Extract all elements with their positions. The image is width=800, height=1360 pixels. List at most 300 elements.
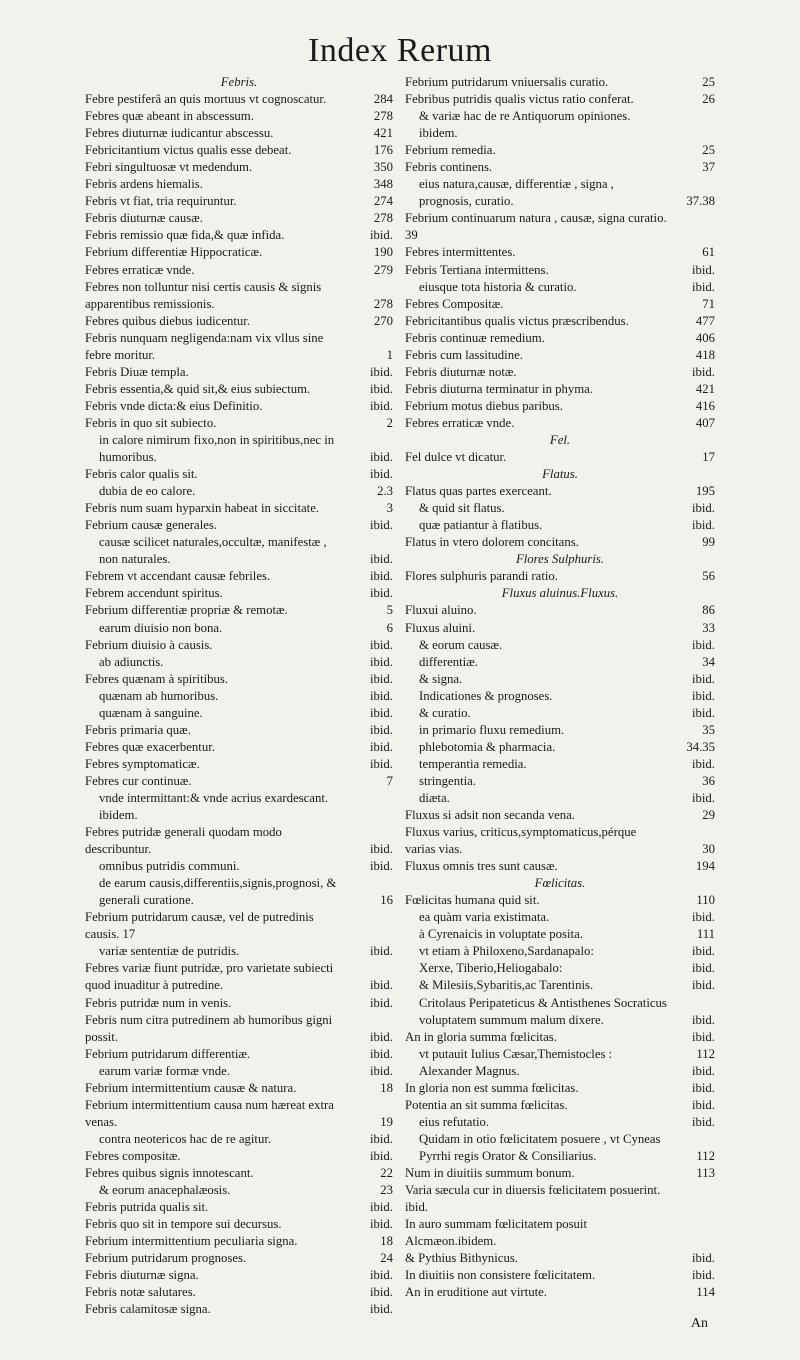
index-entry	[85, 1148, 393, 1165]
entry-text: Febrium differentiæ propriæ & remotæ.	[85, 603, 288, 618]
entry-text: à Cyrenaicis in voluptate posita.	[419, 927, 583, 942]
entry-text: Febris num citra putredinem ab humoribus gigni possit.	[85, 1012, 333, 1044]
entry-text: Febris vnde dicta:& eius Definitio.	[85, 398, 263, 413]
index-entry	[405, 620, 715, 637]
entry-text: Febricitantibus qualis victus præscribendus.	[405, 313, 629, 328]
entry-text: eius natura,causæ, differentiæ , signa , prognosis, curatio.	[419, 177, 614, 209]
page-reference: ibid.	[369, 688, 393, 703]
page-reference: ibid.	[691, 1097, 715, 1112]
index-entry	[405, 1046, 715, 1063]
entry-text: Febres quibus signis innotescant.	[85, 1166, 254, 1180]
entry-text: Febris diuturnæ causæ.	[85, 211, 203, 226]
index-heading: Febris.	[220, 75, 258, 89]
index-entry	[405, 176, 715, 210]
index-entry	[85, 534, 393, 568]
entry-text: Febres erraticæ vnde.	[405, 415, 515, 430]
entry-text: dubia de eo calore.	[99, 484, 196, 499]
entry-text: Febribus putridis qualis victus ratio conferat.	[405, 92, 634, 107]
index-entry	[85, 381, 393, 398]
page-reference: 71	[702, 296, 715, 311]
index-entry	[85, 262, 393, 279]
page-reference: ibid.	[691, 688, 715, 703]
page-reference: 270	[373, 313, 393, 328]
index-entry	[85, 159, 393, 176]
entry-text: Febre pestiferâ an quis mortuus vt cognoscatur.	[85, 92, 327, 107]
page-reference: 7	[386, 773, 393, 788]
index-entry	[405, 500, 715, 517]
entry-text: Febris putridæ num in venis.	[85, 995, 232, 1010]
entry-text: quæ patiantur à flatibus.	[419, 518, 543, 533]
entry-text: quænam ab humoribus.	[99, 688, 219, 703]
page-reference: ibid.	[369, 1148, 393, 1163]
index-entry	[85, 244, 393, 261]
page-reference: 176	[373, 143, 393, 158]
entry-text: temperantia remedia.	[419, 756, 527, 771]
entry-text: vt etiam à Philoxeno,Sardanapalo:	[419, 944, 594, 959]
entry-text: variæ sententiæ de putridis.	[99, 944, 240, 959]
index-entry	[85, 1097, 393, 1131]
index-entry	[405, 926, 715, 943]
index-entry	[405, 1182, 715, 1216]
entry-text: Febris continuæ remedium.	[405, 330, 545, 345]
index-entry	[405, 824, 715, 858]
index-entry	[85, 585, 393, 602]
index-entry	[405, 671, 715, 688]
index-heading: Flores Sulphuris.	[515, 552, 605, 567]
entry-text: Febris diuturnæ signa.	[85, 1268, 199, 1283]
index-entry	[405, 977, 715, 994]
index-entry	[85, 875, 393, 909]
entry-text: Febris Tertiana intermittens.	[405, 262, 549, 277]
entry-text: Febricitantium victus qualis esse debeat.	[85, 143, 292, 158]
page-reference: 416	[695, 398, 715, 413]
index-entry	[85, 91, 393, 108]
page-reference: ibid.	[369, 1268, 393, 1283]
page-reference: 190	[373, 245, 393, 260]
entry-text: In auro summam fœlicitatem posuit Alcmæon.ibidem.	[405, 1217, 588, 1249]
page-reference: 274	[373, 194, 393, 209]
page-reference: ibid.	[369, 1285, 393, 1300]
entry-text: An in eruditione aut virtute.	[405, 1285, 547, 1300]
page-reference: 348	[373, 177, 393, 192]
index-entry	[405, 1080, 715, 1097]
index-entry	[85, 756, 393, 773]
entry-text: Febres putridæ generali quodam modo describuntur.	[85, 825, 282, 857]
entry-text: phlebotomia & pharmacia.	[419, 739, 556, 754]
page-reference: 37.38	[686, 194, 715, 209]
page-reference: ibid.	[369, 842, 393, 857]
index-entry	[405, 1284, 715, 1301]
page-reference: ibid.	[369, 995, 393, 1010]
entry-text: Febres quæ abeant in abscessum.	[85, 109, 254, 124]
entry-text: omnibus putridis communi.	[99, 859, 240, 874]
entry-text: Febres compositæ.	[85, 1148, 181, 1163]
index-entry	[85, 824, 393, 858]
index-entry	[405, 91, 715, 108]
index-entry	[405, 739, 715, 756]
index-entry	[85, 773, 393, 790]
entry-text: & curatio.	[419, 705, 471, 720]
page-reference: ibid.	[691, 790, 715, 805]
index-entry	[85, 1046, 393, 1063]
index-entry	[405, 398, 715, 415]
entry-text: ab adiunctis.	[99, 654, 164, 669]
index-entry	[85, 688, 393, 705]
page-reference: 2	[386, 415, 393, 430]
entry-text: eius refutatio.	[419, 1114, 490, 1129]
page-reference: 194	[695, 859, 715, 874]
index-column-left	[85, 74, 393, 1318]
entry-text: Febrium continuarum natura , causæ, signa curatio. 39	[405, 211, 667, 243]
index-entry	[405, 415, 715, 432]
entry-text: & eorum anacephalæosis.	[99, 1183, 231, 1198]
index-entry	[85, 1012, 393, 1046]
index-entry	[405, 858, 715, 875]
entry-text: Xerxe, Tiberio,Heliogabalo:	[419, 961, 563, 976]
entry-text: Febris continens.	[405, 160, 493, 175]
entry-text: vnde intermittant:& vnde acrius exardescant. ibidem.	[99, 790, 329, 823]
entry-text: Febres quibus diebus iudicentur.	[85, 313, 251, 328]
entry-text: An in gloria summa fœlicitas.	[405, 1029, 557, 1044]
index-entry	[85, 1063, 393, 1080]
index-entry	[405, 1250, 715, 1267]
page-reference: 26	[702, 92, 715, 107]
index-entry	[405, 108, 715, 142]
entry-text: Febris essentia,& quid sit,& eius subiectum.	[85, 381, 311, 396]
entry-text: Febris vt fiat, tria requiruntur.	[85, 194, 237, 209]
entry-text: Febrium intermittentium causa num hæreat extra venas.	[85, 1097, 334, 1129]
index-entry	[85, 1250, 393, 1267]
page-reference: 5	[386, 603, 393, 618]
index-entry	[85, 210, 393, 227]
index-entry	[405, 756, 715, 773]
index-entry	[405, 483, 715, 500]
entry-text: Febrium causæ generales.	[85, 518, 218, 533]
entry-text: Num in diuitiis summum bonum.	[405, 1166, 575, 1180]
entry-text: Febrium remedia.	[405, 143, 496, 158]
page-reference: 114	[696, 1285, 715, 1300]
page-reference: 2.3	[377, 484, 393, 499]
entry-text: Febris remissio quæ fida,& quæ infida.	[85, 228, 285, 243]
entry-text: Febris nunquam negligenda:nam vix vllus sine febre moritur.	[85, 330, 324, 362]
index-entry	[405, 1097, 715, 1114]
index-entry	[405, 1063, 715, 1080]
page-reference: 33	[702, 620, 715, 635]
index-entry	[405, 909, 715, 926]
page-reference: 22	[380, 1166, 393, 1180]
index-heading: Flatus.	[542, 467, 578, 482]
index-entry	[85, 500, 393, 517]
page-reference: 350	[373, 160, 393, 175]
index-entry	[85, 142, 393, 159]
page-reference: 18	[380, 1080, 393, 1095]
index-entry	[405, 1029, 715, 1046]
index-entry	[85, 1267, 393, 1284]
index-entry	[405, 517, 715, 534]
index-entry	[85, 909, 393, 943]
page-reference: ibid.	[691, 364, 715, 379]
page-reference: 17	[702, 450, 715, 465]
index-entry	[405, 892, 715, 909]
entry-text: eiusque tota historia & curatio.	[419, 279, 577, 294]
page-reference: 1	[386, 347, 393, 362]
entry-text: In gloria non est summa fœlicitas.	[405, 1080, 579, 1095]
entry-text: Febris calamitosæ signa.	[85, 1302, 211, 1317]
page-reference: ibid.	[369, 1217, 393, 1232]
page-reference: ibid.	[369, 671, 393, 686]
page-reference: 18	[380, 1234, 393, 1249]
page-title: Index Rerum	[308, 32, 492, 69]
index-entry	[85, 1080, 393, 1097]
index-entry	[85, 176, 393, 193]
index-entry	[405, 790, 715, 807]
index-entry	[85, 602, 393, 619]
page-reference: ibid.	[369, 364, 393, 379]
index-entry	[85, 415, 393, 432]
index-entry	[85, 1284, 393, 1301]
page-reference: ibid.	[369, 637, 393, 652]
entry-text: Varia sæcula cur in diuersis fœlicitatem posuerint. ibid.	[405, 1183, 661, 1215]
index-entry	[85, 722, 393, 739]
page-reference: 6	[386, 620, 393, 635]
entry-text: Fluxui aluino.	[405, 603, 477, 618]
index-entry	[405, 995, 715, 1029]
page-reference: 86	[702, 603, 715, 618]
page-reference: ibid.	[691, 1251, 715, 1266]
entry-text: stringentia.	[419, 773, 477, 788]
page-reference: ibid.	[369, 722, 393, 737]
entry-text: Fœlicitas humana quid sit.	[405, 893, 540, 908]
page-reference: 111	[696, 927, 715, 942]
entry-text: Fluxus si adsit non secanda vena.	[405, 808, 575, 823]
index-entry	[405, 705, 715, 722]
page-reference: 30	[702, 842, 715, 857]
page-reference: 16	[380, 893, 393, 908]
entry-text: Febris Diuæ templa.	[85, 364, 189, 379]
index-entry	[405, 602, 715, 619]
entry-text: Indicationes & prognoses.	[419, 688, 553, 703]
entry-text: Quidam in otio fœlicitatem posuere , vt Cyneas Pyrrhi regis Orator & Consiliarius.	[419, 1131, 661, 1163]
page-reference: 35	[702, 722, 715, 737]
entry-text: Febrium putridarum differentiæ.	[85, 1046, 251, 1061]
index-entry	[405, 244, 715, 261]
page-reference: ibid.	[369, 569, 393, 584]
entry-text: diæta.	[419, 790, 450, 805]
entry-text: Febrium differentiæ Hippocraticæ.	[85, 245, 263, 260]
index-entry	[85, 1165, 393, 1182]
entry-text: in calore nimirum fixo,non in spiritibus,nec in humoribus.	[99, 432, 335, 465]
index-entry	[405, 1165, 715, 1182]
page-reference: 29	[702, 808, 715, 823]
page-reference: 36	[702, 773, 715, 788]
entry-text: Flatus quas partes exerceant.	[405, 484, 552, 499]
page-reference: ibid.	[691, 279, 715, 294]
index-entry	[85, 313, 393, 330]
entry-text: Febrium motus diebus paribus.	[405, 398, 563, 413]
index-entry	[85, 1199, 393, 1216]
page-reference: ibid.	[369, 944, 393, 959]
page-reference: 279	[373, 262, 393, 277]
entry-text: Alexander Magnus.	[419, 1063, 520, 1078]
index-entry	[405, 1114, 715, 1131]
entry-text: Febres quænam à spiritibus.	[85, 671, 229, 686]
page-reference: 278	[373, 296, 393, 311]
entry-text: In diuitiis non consistere fœlicitatem.	[405, 1268, 596, 1283]
index-entry	[405, 1131, 715, 1165]
index-entry	[405, 654, 715, 671]
index-entry	[405, 142, 715, 159]
page-reference: 421	[373, 126, 393, 141]
index-entry	[85, 483, 393, 500]
entry-text: Febres symptomaticæ.	[85, 756, 200, 771]
entry-text: Fluxus varius, criticus,symptomaticus,pérque varias vias.	[405, 825, 637, 857]
entry-text: in primario fluxu remedium.	[419, 722, 565, 737]
entry-text: quænam à sanguine.	[99, 705, 203, 720]
page-reference: ibid.	[691, 1114, 715, 1129]
entry-text: Fluxus omnis tres sunt causæ.	[405, 859, 558, 874]
page-reference: ibid.	[369, 705, 393, 720]
entry-text: de earum causis,differentiis,signis,prognosi, & generali curatione.	[99, 876, 337, 908]
page-reference: 34.35	[686, 739, 715, 754]
page-reference: ibid.	[369, 1046, 393, 1061]
entry-text: Febris calor qualis sit.	[85, 467, 198, 482]
page-reference: ibid.	[369, 518, 393, 533]
index-entry	[85, 671, 393, 688]
index-entry	[405, 943, 715, 960]
index-entry	[405, 279, 715, 296]
index-entry	[85, 398, 393, 415]
index-heading: Fluxus aluinus.Fluxus.	[501, 586, 619, 601]
page-reference: 418	[695, 347, 715, 362]
page-reference: 195	[695, 484, 715, 499]
index-entry	[85, 995, 393, 1012]
page-reference: 61	[702, 245, 715, 260]
entry-text: Febres cur continuæ.	[85, 773, 192, 788]
index-entry	[405, 637, 715, 654]
entry-text: Febrium intermittentium causæ & natura.	[85, 1080, 297, 1095]
index-entry	[85, 858, 393, 875]
page-reference: ibid.	[369, 467, 393, 482]
entry-text: vt putauit Iulius Cæsar,Themistocles :	[419, 1046, 613, 1061]
entry-text: Febres variæ fiunt putridæ, pro varietate subiecti quod inuaditur à putredine.	[85, 961, 334, 993]
entry-text: causæ scilicet naturales,occultæ, manifestæ , non naturales.	[99, 535, 327, 567]
page-reference: ibid.	[369, 552, 393, 567]
entry-text: Febris ardens hiemalis.	[85, 177, 203, 192]
entry-text: Fluxus aluini.	[405, 620, 476, 635]
index-entry	[405, 688, 715, 705]
page-reference: ibid.	[691, 756, 715, 771]
page-reference: ibid.	[691, 961, 715, 976]
page-reference: ibid.	[691, 1080, 715, 1095]
index-entry	[405, 313, 715, 330]
index-entry	[85, 1233, 393, 1250]
index-entry	[85, 1301, 393, 1318]
index-entry	[85, 466, 393, 483]
page-reference: 112	[696, 1148, 715, 1163]
entry-text: & eorum causæ.	[419, 637, 503, 652]
entry-text: Febres intermittentes.	[405, 245, 516, 260]
page-reference: 37	[702, 160, 715, 175]
page-reference: 110	[696, 893, 715, 908]
page-reference: 113	[696, 1166, 715, 1180]
entry-text: Febrium putridarum vniuersalis curatio.	[405, 75, 609, 89]
entry-text: Febris in quo sit subiecto.	[85, 415, 217, 430]
entry-text: Febrium putridarum causæ, vel de putredinis causis. 17	[85, 910, 314, 942]
page-reference: ibid.	[691, 671, 715, 686]
index-entry	[405, 381, 715, 398]
entry-text: Critolaus Peripateticus & Antisthenes Socraticus voluptatem summum malum dixere.	[419, 995, 667, 1027]
index-entry	[405, 807, 715, 824]
page-reference: ibid.	[691, 501, 715, 516]
page-reference: 278	[373, 211, 393, 226]
index-entry	[405, 364, 715, 381]
entry-text: Flores sulphuris parandi ratio.	[405, 569, 558, 584]
page-reference: 25	[702, 143, 715, 158]
entry-text: differentiæ.	[419, 654, 478, 669]
page-reference: 24	[380, 1251, 393, 1266]
index-entry	[405, 449, 715, 466]
index-entry	[85, 705, 393, 722]
index-entry	[405, 534, 715, 551]
index-entry	[85, 125, 393, 142]
index-entry	[85, 739, 393, 756]
page-reference: ibid.	[691, 637, 715, 652]
entry-text: Febrium diuisio à causis.	[85, 637, 213, 652]
page-reference: 284	[373, 92, 393, 107]
page-reference: ibid.	[369, 859, 393, 874]
index-heading: Fœlicitas.	[534, 876, 586, 891]
entry-text: Febres Compositæ.	[405, 296, 504, 311]
entry-text: Flatus in vtero dolorem concitans.	[405, 535, 579, 550]
entry-text: & variæ hac de re Antiquorum opiniones. ibidem.	[419, 109, 631, 141]
page-reference: 3	[386, 501, 393, 516]
page-reference: ibid.	[369, 381, 393, 396]
page-reference: ibid.	[369, 450, 393, 465]
page-reference: 477	[695, 313, 715, 328]
entry-text: & quid sit flatus.	[419, 501, 505, 516]
page-reference: ibid.	[369, 1302, 393, 1317]
entry-text: contra neotericos hac de re agitur.	[99, 1131, 272, 1146]
page-reference: ibid.	[691, 1012, 715, 1027]
entry-text: Febris cum lassitudine.	[405, 347, 523, 362]
index-entry	[405, 262, 715, 279]
index-entry	[85, 620, 393, 637]
page-reference: ibid.	[691, 262, 715, 277]
entry-text: Febris notæ salutares.	[85, 1285, 196, 1300]
page-reference: 34	[702, 654, 715, 669]
page-reference: ibid.	[369, 398, 393, 413]
index-entry	[405, 722, 715, 739]
page-reference: 406	[695, 330, 715, 345]
index-entry	[85, 960, 393, 994]
entry-text: Febris primaria quæ.	[85, 722, 191, 737]
entry-text: Fel dulce vt dicatur.	[405, 450, 507, 465]
index-entry	[85, 654, 393, 671]
page-reference: 112	[696, 1046, 715, 1061]
index-entry	[85, 1131, 393, 1148]
index-entry	[85, 568, 393, 585]
catchword: An	[690, 1316, 708, 1331]
index-entry	[85, 637, 393, 654]
entry-text: Febris putrida qualis sit.	[85, 1200, 209, 1215]
entry-text: Febres quæ exacerbentur.	[85, 739, 215, 754]
index-heading: Fel.	[549, 432, 571, 447]
entry-text: Febres erraticæ vnde.	[85, 262, 195, 277]
index-entry	[405, 1267, 715, 1284]
entry-text: earum diuisio non bona.	[99, 620, 223, 635]
page-reference: ibid.	[691, 705, 715, 720]
page-reference: ibid.	[691, 944, 715, 959]
